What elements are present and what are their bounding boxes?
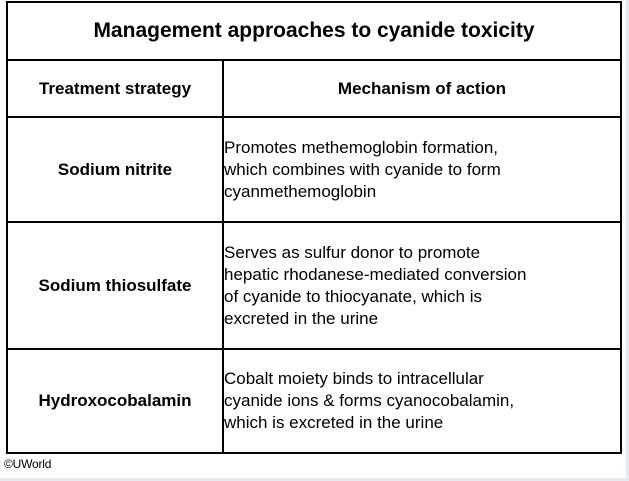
mechanism-cell <box>223 222 621 349</box>
mechanism-line: Cobalt moiety binds to intracellular <box>224 369 484 388</box>
strategy-cell: Sodium nitrite <box>7 117 223 222</box>
strategy-cell: Sodium thiosulfate <box>7 222 223 349</box>
mechanism-line: which combines with cyanide to form <box>224 159 501 179</box>
mechanism-line: which is excreted in the urine <box>224 413 444 432</box>
mechanism-line: hepatic rhodanese-mediated conversion <box>224 264 527 284</box>
header-treatment-strategy: Treatment strategy <box>7 60 223 117</box>
mechanism-line: excreted in the urine <box>224 308 379 328</box>
mechanism-line: Promotes methemoglobin formation, <box>224 137 499 157</box>
mechanism-line: of cyanide to thiocyanate, which is <box>224 286 482 306</box>
table-row <box>7 349 621 453</box>
mechanism-cell <box>223 117 621 222</box>
mechanism-line: cyanmethemoglobin <box>224 181 377 201</box>
cyanide-management-table <box>6 1 622 454</box>
header-mechanism-of-action: Mechanism of action <box>223 60 621 117</box>
mechanism-line: cyanide ions & forms cyanocobalamin, <box>224 391 515 410</box>
table-row <box>7 117 621 222</box>
strategy-cell: Hydroxocobalamin <box>7 349 223 453</box>
table-row <box>7 222 621 349</box>
mechanism-line: Serves as sulfur donor to promote <box>224 242 481 262</box>
table-header-row <box>7 60 621 117</box>
table-title: Management approaches to cyanide toxicity <box>7 2 621 60</box>
copyright-notice: ©UWorld <box>4 457 52 471</box>
table-title-row <box>7 2 621 60</box>
mechanism-cell <box>223 349 621 453</box>
